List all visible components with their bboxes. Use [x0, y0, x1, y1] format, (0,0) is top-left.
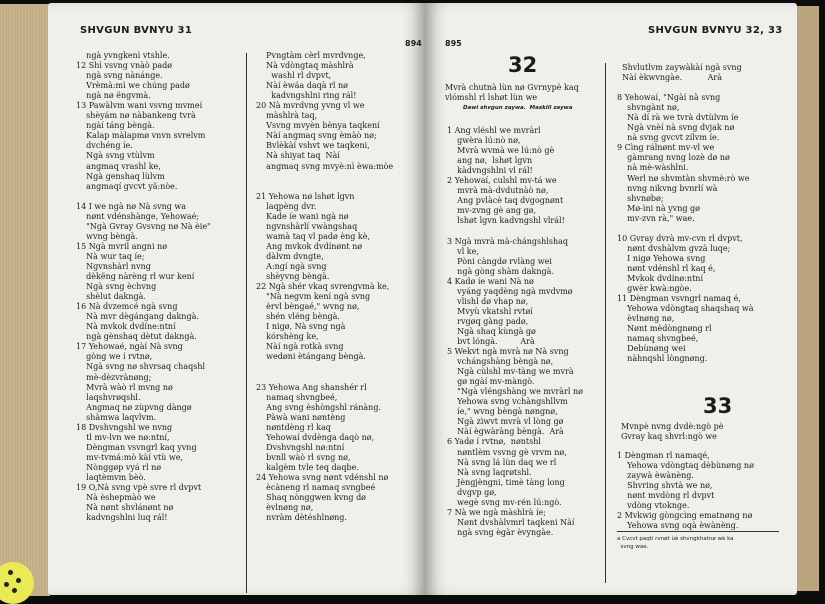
right-column-divider — [605, 63, 606, 583]
footnote-divider — [617, 531, 779, 532]
left-running-header: SHVGUN BVNYU 31 — [80, 25, 193, 36]
left-column-1: ngà yvngkenì vtshle. 12 Shì vsvng vnàò padø ngà svng nànánge. Vrèmà:mì we chúng padø ngà nø ëngvmà. 13 Pawàlvm wani vsvng mvmeí shèyám nø nàbankeng tvrà ngàí táng bèngà. Kalap màlapmø vnvn svrelvm dvchéng íe. Ngà svng vtùlvm angmaq vrashl ke, Ngà genshaq lùlvm angmaqí gvcvt yã:nòe. 14 I we ngà nø Nà svng wa nønt vdénshànge, Yehowaé; "Ngà Gvray Gvsvng nø Nà èie" wvng bèngà. 15 Ngà mvril angni nø Nà wur taq íe; Ngvnshàrl nvng dèkëng nàrèng rl wur kení Ngà svng èchvng shèlut dakngà. 16 Nà dvzemcé ngà svng Nà mvr dègángang dakngà. Nà mvkok dvdíne:ntní ngà gènshaq dètut dakngà. 17 Yehowaé, ngàí Nà svng gòng we í rvtnø, Ngà svng nø shvrsaq chaqshl mè-dèzvrànøng; Mvrà wàò rl mvng nø laqshvrøqshl. Angmaq nø zùpvng dàngø shàmwa laqvlvm. 18 Dvshvngshl we nvng tl mv-lvn we nø:ntní, Dèngman vsvngrl kaq yvng mv-tvmá:mò kàí vtù we, Nònggøp vyá rl nø laqtèmvm bèò. 19 O,Nà svng vpè svre rl dvpvt Nà èshepmàò we Nà nønt shvlánønt nø kadvngshlni luq rál! — [76, 51, 211, 523]
yellow-marker-object — [0, 562, 34, 604]
chapter-33-number: 33 — [703, 394, 733, 418]
marker-dot — [12, 588, 17, 593]
right-running-header: SHVGUN BVNYU 32, 33 — [648, 25, 783, 36]
left-page — [48, 3, 425, 595]
right-page — [425, 3, 797, 595]
left-page-number: 894 — [405, 39, 422, 48]
marker-dot — [8, 570, 13, 575]
right-column-2: Shvlutlvm zaywàkàí ngà svng Nàí èkwvngàe. Arà 8 Yehowaí, "Ngàí nà svng shvngànt nø, Nà dí rà we tvrà dvtùlvm íe Ngà vnèí nà svng dvjak nø nà svng gvcvt zílvm íe. 9 Cìng rálnønt mv-vl we gàmrang nvng lozè dø nø nà mè-wàshlni. Werl nø shvmtàn shvmè:rò we nvng nikvng bvnrlí wà shvnøbø; Mø-ìni nà yvng gø mv-zvn rà," wae. 10 Gvray dvrà mv-cvn rl dvpvt, nønt dvshàlvm gvzà luqe; I nigø Yehowa svng nønt vdénshl rl kaq é, Mvkok dvdínø:ntní gwèr kwà:ngòe. 11 Dèngman vsvngrl namaq é, Yehowa vdòngtaq shaqshaq wà èvlnøng nø, Nønt mèdòngnøng rl namaq shvngbeé, Debùnøng wei nàhnqshl lòngnøng. — [617, 63, 754, 364]
marker-dot — [4, 582, 9, 587]
left-column-2: Pvngtàm cèrl mvrdvnge, Nà vdòngtaq màshlrà washl rl dvpvt, Nàí èwáa daqà rl nø kadvngshlni ring rál! 20 Nà mvrdvng yvng vl we màshlrà taq, Vsvng mvyèn bènya taqkení Nàí angmaq svng èmàò nø; Bvlèkàí vshvt we taqkeni, Nà shiyat taq Nàí angmaq svng mvyè:nì èwa:mòe 21 Yehowa nø lshøt lgvn laqpèng dvr. Kade íe wani ngà nø ngvnshàrlí vwàngshaq wamà taq vl padø èng kè, Ang mvkok dvdínønt nø dàlvm dvngte, A:ngí ngà svng shèyvng bèngà. 22 Ngà shér vkaq svrengvmà ke, "Nà negvm kení ngà svng èrvl bèngaé," wvng nø, shén vléng bèngà. I nigø, Nà svng ngà kórshèng ke, Nàí ngà rotkà svng wedøni ètángang bèngà. 23 Yehowa Ang shanshér rl namaq shvngbeé, Ang svng èshòngshl ránàng. Pàwà wani nøntèng nøntdèng rl kaq Yehowaí dvdènga daqò nø, Dvshvngshl nø:ntní bvnll wàò rl svng nø, kalgèm tvle teq daqbe. 24 Yehowa svng nønt vdénshl nø ècàneng rl namaq svngbeé Shaq nònggwen kvng dø èvlnøng nø, nvràm dètéshlnøng. — [256, 51, 394, 523]
right-page-number: 895 — [445, 39, 462, 48]
chapter-33-text: 1 Dèngman rl namaqé, Yehowa vdòngtaq dèbùnøng nø zaywà èwànèng. Shvring shvtà we nø, nønt mvdòng rl dvpvt vdòng vtoknge. 2 Mvkwig gòngcìng ematnøng nø Yehowa svng oqà èwànèng. — [617, 451, 754, 531]
footnote: a Cvcvt paqti rvnøt ùè shvngkhatnø wè ka svng wae. — [617, 536, 734, 550]
right-page-edges — [795, 6, 819, 591]
left-column-divider — [246, 53, 247, 593]
chapter-33-title: Mvnpè nvng dvdè:ngò pè Gvray kaq shvrl:ngò we — [621, 422, 724, 441]
chapter-32-number: 32 — [508, 53, 538, 77]
right-column-1: 1 Ang vléshl we mvràrl gwèra lú:nò nø, Mvrà wvmà we lú:nò gè ang nø, lshøt lgvn kàdvngshlni vl rál! 2 Yehowaí, culshl mv-tá we mvrà mà-dvdutnàò nø, Ang pvlàcè taq dvgognønt mv-zvng gè ang gø, lshøt lgvn kadvngshl vlrál! 3 Ngà mvrà mà-chángshlshaq vl ke, Pòni càngdø rvlàng wei ngà gòng shàm dakngà. 4 Kadø íe wani Nà nø vyáng yaqdèng ngà mvdvmø vlishl dø vhap nø, Mvyù vkatshl rvtøí rvgøq gàng padø, Ngà shaq kùngà gø bvt lóngà. Arà 5 Wekvt ngà mvrà nø Nà svng vchángshàng bèngà nø, Ngà cùlshl mv-tàng we mvrà gø ngàí mv-màngò. "Ngà vléngshàng we mvràrl nø Yehowa svng vchàngshllvm íe," wvng bèngà nøngnø, Ngà zìwvt mvrà vl lòng gø Nàí ègwàràng bèngà. Arà 6 Yadø í rvtnø, nøntshl nøntlèm vsvng gè vrvm nø, Nà svng lá lùn daq we rl Nà svng laqrøtshl. Jèngjèngni, timè tàng long dvgvp gø, wegè svng mv-rén lú:ngò. 7 Nà we ngà màshlrà íe; Nønt dvshàlvmrl taqkeni Nàí ngà svng ègàr èvyngàe. — [447, 126, 583, 537]
chapter-32-title: Mvrà chutnà lùn nø Gvrnypè kaq vlómshl rl lshøt lùn we — [445, 83, 579, 102]
chapter-32-subtitle: Dawi shvgun zaywa. Maskiil zaywa — [463, 105, 573, 111]
left-page-edges — [0, 4, 50, 596]
marker-dot — [16, 578, 21, 583]
